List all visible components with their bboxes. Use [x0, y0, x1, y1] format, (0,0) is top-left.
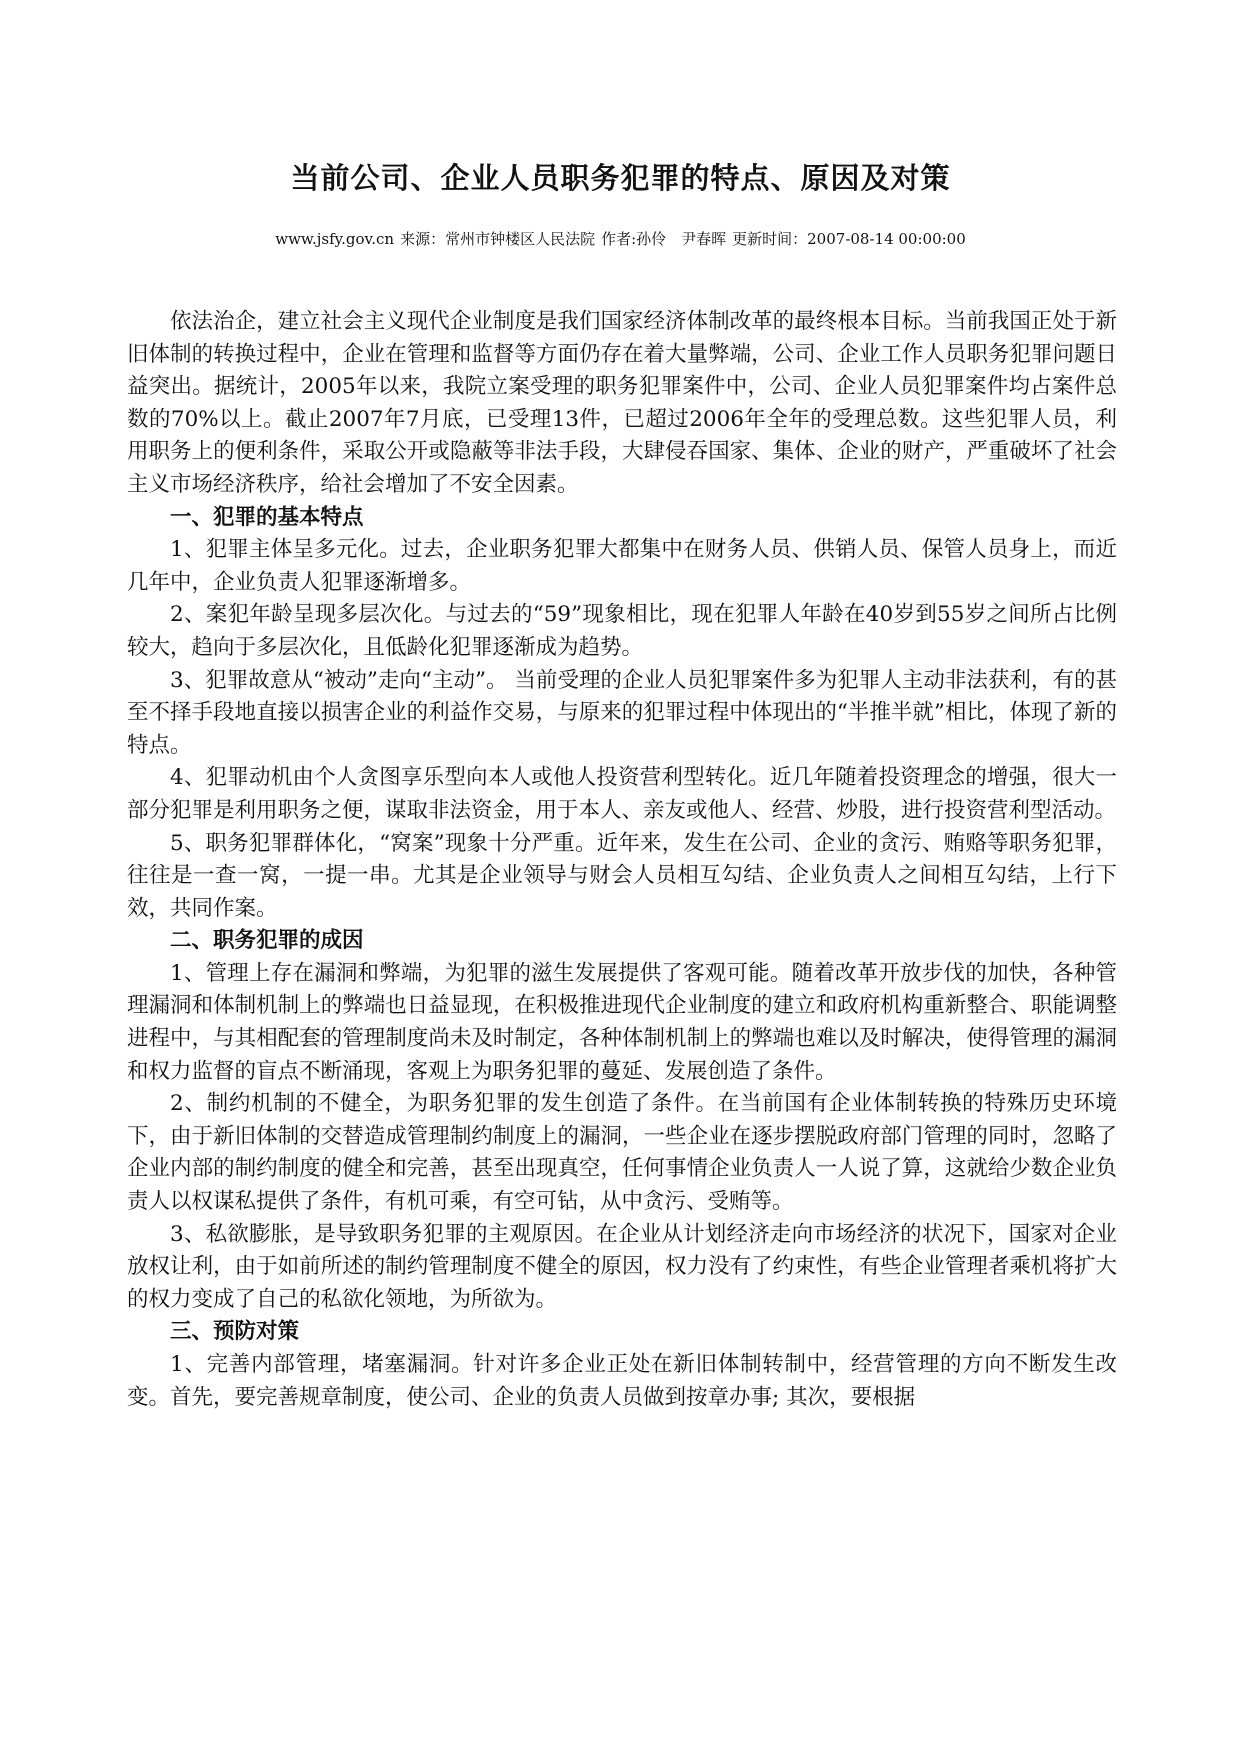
paragraph: 3、犯罪故意从“被动”走向“主动”。 当前受理的企业人员犯罪案件多为犯罪人主动非法获利，有的甚至不择手段地直接以损害企业的利益作交易，与原来的犯罪过程中体现出的“半推半就”相比，体现了新的特点。 — [127, 667, 1117, 758]
meta-site: www.jsfy.gov.cn — [275, 230, 395, 248]
section-heading-2: 二、职务犯罪的成因 — [170, 928, 364, 954]
paragraph: 4、犯罪动机由个人贪图享乐型向本人或他人投资营利型转化。近几年随着投资理念的增强，很大一部分犯罪是利用职务之便，谋取非法资金，用于本人、亲友或他人、经营、炒股，进行投资营利型活动。 — [127, 765, 1117, 823]
document-body — [127, 306, 1117, 1414]
paragraph: 1、犯罪主体呈多元化。过去，企业职务犯罪大都集中在财务人员、供销人员、保管人员身上，而近几年中，企业负责人犯罪逐渐增多。 — [127, 537, 1117, 595]
intro-paragraph: 依法治企，建立社会主义现代企业制度是我们国家经济体制改革的最终根本目标。当前我国正处于新旧体制的转换过程中，企业在管理和监督等方面仍存在着大量弊端，公司、企业工作人员职务犯罪问题日益突出。据统计，2005年以来，我院立案受理的职务犯罪案件中，公司、企业人员犯罪案件均占案件总数的70%以上。截止2007年7月底，已受理13件，已超过2006年全年的受理总数。这些犯罪人员，利用职务上的便利条件，采取公开或隐蔽等非法手段，大肆侵吞国家、集体、企业的财产，严重破坏了社会主义市场经济秩序，给社会增加了不安全因素。 — [127, 309, 1117, 497]
paragraph: 5、职务犯罪群体化，“窝案”现象十分严重。近年来，发生在公司、企业的贪污、贿赂等职务犯罪，往往是一查一窝，一提一串。尤其是企业领导与财会人员相互勾结、企业负责人之间相互勾结，上行下效，共同作案。 — [127, 830, 1117, 921]
paragraph: 3、私欲膨胀，是导致职务犯罪的主观原因。在企业从计划经济走向市场经济的状况下，国家对企业放权让利，由于如前所述的制约管理制度不健全的原因，权力没有了约束性，有些企业管理者乘机将扩大的权力变成了自己的私欲化领地，为所欲为。 — [127, 1221, 1117, 1312]
section-heading-3: 三、预防对策 — [170, 1319, 300, 1345]
meta-author: 作者:孙伶 尹春晖 — [601, 230, 727, 248]
document-meta — [0, 228, 1241, 250]
paragraph: 2、制约机制的不健全，为职务犯罪的发生创造了条件。在当前国有企业体制转换的特殊历史环境下，由于新旧体制的交替造成管理制约制度上的漏洞，一些企业在逐步摆脱政府部门管理的同时，忽略了企业内部的制约制度的健全和完善，甚至出现真空，任何事情企业负责人一人说了算，这就给少数企业负责人以权谋私提供了条件，有机可乘，有空可钻，从中贪污、受贿等。 — [127, 1091, 1117, 1215]
meta-source: 来源：常州市钟楼区人民法院 — [400, 230, 596, 248]
document-title: 当前公司、企业人员职务犯罪的特点、原因及对策 — [290, 161, 951, 195]
section-heading-1: 一、犯罪的基本特点 — [170, 504, 364, 530]
meta-updated: 更新时间：2007-08-14 00:00:00 — [732, 230, 966, 248]
paragraph: 1、完善内部管理，堵塞漏洞。针对许多企业正处在新旧体制转制中，经营管理的方向不断发生改变。首先，要完善规章制度，使公司、企业的负责人员做到按章办事; 其次，要根据 — [127, 1352, 1117, 1410]
paragraph: 2、案犯年龄呈现多层次化。与过去的“59”现象相比，现在犯罪人年龄在40岁到55岁之间所占比例较大，趋向于多层次化，且低龄化犯罪逐渐成为趋势。 — [127, 602, 1117, 660]
paragraph: 1、管理上存在漏洞和弊端，为犯罪的滋生发展提供了客观可能。随着改革开放步伐的加快，各种管理漏洞和体制机制上的弊端也日益显现，在积极推进现代企业制度的建立和政府机构重新整合、职能调整进程中，与其相配套的管理制度尚未及时制定，各种体制机制上的弊端也难以及时解决，使得管理的漏洞和权力监督的盲点不断涌现，客观上为职务犯罪的蔓延、发展创造了条件。 — [127, 960, 1117, 1084]
